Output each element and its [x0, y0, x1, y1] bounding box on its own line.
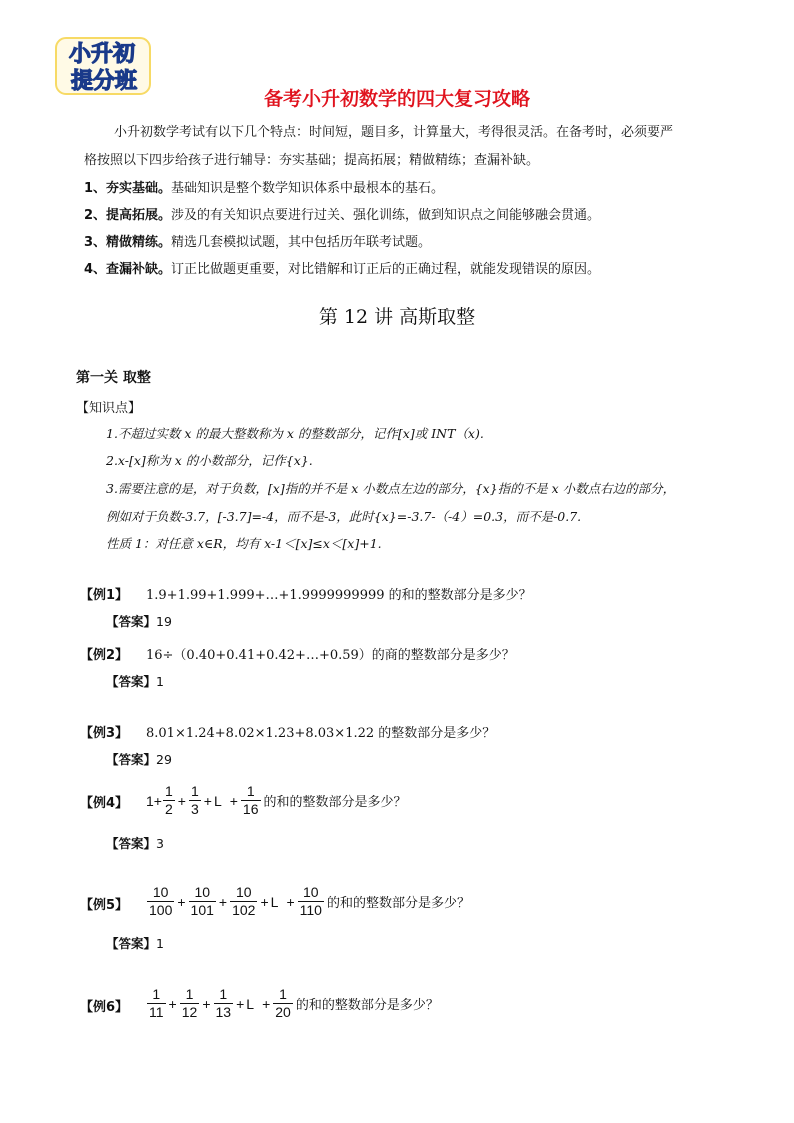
plus-sign: + — [202, 995, 211, 1012]
numerator: 10 — [152, 884, 169, 900]
plus-sign: + — [260, 893, 269, 910]
step-text: 涉及的有关知识点要进行过关、强化训练，做到知识点之间能够融会贯通。 — [171, 208, 601, 223]
section-title: 第一关 取整 — [76, 370, 151, 386]
plus-sign: + — [168, 995, 177, 1012]
answer-value: 1 — [156, 936, 164, 951]
denominator: 3 — [190, 801, 199, 817]
fraction — [147, 986, 166, 1021]
denominator: 16 — [242, 801, 259, 817]
intro-line-2: 格按照以下四步给孩子进行辅导：夯实基础；提高拓展；精做精练；查漏补缺。 — [84, 153, 540, 168]
step-text: 订正比做题更重要，对比错解和订正后的正确过程，就能发现错误的原因。 — [171, 262, 601, 277]
ellipsis-symbol: L — [246, 995, 255, 1012]
fraction — [298, 884, 324, 919]
example-6-formula — [146, 986, 439, 1021]
svg-text:小升初: 小升初 — [68, 42, 136, 67]
example-5-label: 【例5】 — [80, 898, 129, 913]
example-5-formula — [146, 884, 470, 919]
example-2-answer — [106, 672, 164, 690]
example-2-question: 16÷（0.40+0.41+0.42+…+0.59）的商的整数部分是多少？ — [146, 648, 515, 663]
fraction — [163, 783, 175, 818]
numerator: 1 — [152, 986, 161, 1002]
fraction — [241, 783, 261, 818]
denominator: 11 — [149, 1004, 164, 1020]
knowledge-item-1: 1.不超过实数 x 的最大整数称为 x 的整数部分，记作[x]或 INT（x). — [106, 426, 484, 441]
example-4-label: 【例4】 — [80, 796, 129, 811]
denominator: 102 — [232, 902, 256, 918]
step-text: 基础知识是整个数学知识体系中最根本的基石。 — [171, 181, 445, 196]
plus-sign: + — [177, 792, 186, 809]
header-title: 备考小升初数学的四大复习攻略 — [263, 88, 530, 110]
fraction — [273, 986, 293, 1021]
numerator: 1 — [279, 986, 287, 1002]
step-1 — [84, 177, 444, 196]
fraction — [189, 884, 216, 919]
answer-value: 1 — [156, 674, 164, 689]
plus-sign: + — [286, 893, 295, 910]
numerator: 1 — [219, 986, 228, 1002]
example-3-answer — [106, 750, 172, 768]
example-3-question: 8.01×1.24+8.02×1.23+8.03×1.22 的整数部分是多少？ — [146, 726, 496, 741]
step-label: 1、夯实基础。 — [84, 181, 172, 196]
denominator: 100 — [149, 902, 173, 918]
answer-tag: 【答案】 — [106, 936, 157, 951]
denominator: 13 — [215, 1004, 232, 1020]
example-5-answer — [106, 934, 164, 952]
step-3 — [84, 231, 431, 250]
step-2 — [84, 204, 600, 223]
numerator: 1 — [164, 783, 173, 799]
answer-value: 19 — [156, 614, 172, 629]
example-1-label: 【例1】 — [80, 588, 129, 603]
numerator: 10 — [194, 884, 211, 900]
plus-sign: + — [262, 995, 271, 1012]
knowledge-property: 性质 1：对任意 x∈R，均有 x-1＜[x]≤x＜[x]+1. — [106, 536, 382, 551]
knowledge-item-3-cont: 例如对于负数-3.7，[-3.7]=-4，而不是-3，此时{x}=-3.7-（-4）=0.3，而不是-0.7. — [106, 509, 582, 524]
plus-sign: + — [218, 893, 228, 910]
numerator: 1 — [246, 783, 255, 799]
knowledge-item-2: 2.x-[x]称为 x 的小数部分，记作{x}. — [106, 453, 313, 468]
answer-value: 3 — [156, 836, 164, 851]
knowledge-label: 【知识点】 — [76, 401, 142, 416]
lead-term: 1+ — [146, 792, 162, 809]
plus-sign: + — [177, 893, 186, 910]
fraction — [180, 986, 200, 1021]
question-tail: 的和的整数部分是多少？ — [263, 795, 407, 810]
denominator: 12 — [181, 1004, 198, 1020]
step-4 — [84, 258, 600, 277]
answer-tag: 【答案】 — [106, 674, 157, 689]
ellipsis-symbol: L — [270, 893, 279, 910]
answer-tag: 【答案】 — [106, 752, 157, 767]
example-4-formula — [146, 783, 407, 818]
example-1-answer — [106, 612, 172, 630]
answer-tag: 【答案】 — [106, 614, 157, 629]
fraction — [189, 783, 201, 818]
example-6-label: 【例6】 — [80, 1000, 129, 1015]
answer-tag: 【答案】 — [106, 836, 157, 851]
denominator: 20 — [275, 1004, 291, 1020]
question-tail: 的和的整数部分是多少？ — [295, 998, 439, 1013]
lecture-title: 第 12 讲 高斯取整 — [318, 306, 476, 328]
fraction — [147, 884, 174, 919]
numerator: 10 — [235, 884, 252, 900]
numerator: 1 — [190, 783, 199, 799]
example-4-answer — [106, 834, 164, 852]
step-text: 精选几套模拟试题，其中包括历年联考试题。 — [171, 235, 432, 250]
step-label: 3、精做精练。 — [84, 235, 172, 250]
knowledge-item-3: 3.需要注意的是，对于负数，[x]指的并不是 x 小数点左边的部分，{x}指的不是 x 小数点右边的部分， — [106, 481, 676, 496]
numerator: 10 — [303, 884, 319, 900]
denominator: 110 — [299, 902, 322, 918]
plus-sign: + — [229, 792, 238, 809]
step-label: 4、查漏补缺。 — [84, 262, 172, 277]
plus-sign: + — [236, 995, 245, 1012]
plus-sign: + — [203, 792, 212, 809]
example-3-label: 【例3】 — [80, 726, 129, 741]
intro-line-1: 小升初数学考试有以下几个特点：时间短，题目多，计算量大，考得很灵活。在备考时，必须要严 — [114, 125, 674, 140]
denominator: 2 — [164, 801, 173, 817]
denominator: 101 — [190, 902, 214, 918]
step-label: 2、提高拓展。 — [84, 208, 172, 223]
question-tail: 的和的整数部分是多少？ — [326, 896, 470, 911]
fraction — [230, 884, 257, 919]
example-2-label: 【例2】 — [80, 648, 129, 663]
ellipsis-symbol: L — [213, 792, 222, 809]
example-1-question: 1.9+1.99+1.999+…+1.9999999999 的和的整数部分是多少？ — [146, 588, 532, 603]
fraction — [214, 986, 234, 1021]
answer-value: 29 — [156, 752, 172, 767]
numerator: 1 — [185, 986, 194, 1002]
svg-text:提分班: 提分班 — [70, 69, 138, 94]
